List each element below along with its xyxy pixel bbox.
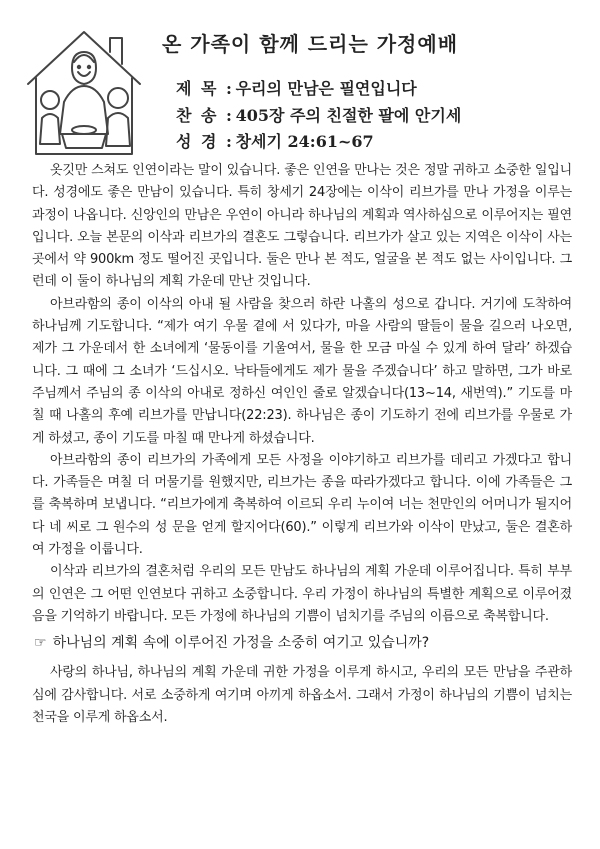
subject-line	[176, 76, 417, 99]
sermon-body	[32, 160, 572, 729]
scripture-value: 창세기 24:61~67	[235, 132, 374, 151]
paragraph-4: 이삭과 리브가의 결혼처럼 우리의 모든 만남도 하나님의 계획 가운데 이루어집니다. 특히 부부의 인연은 그 어떤 인연보다 귀하고 소중합니다. 우리 가정이 하나님의 특별한 계획으로 이루어졌음을 기억하기 바랍니다. 모든 가정에 하나님의 기쁨이 넘치기를 주님의 이름으로 축복합니다.	[32, 564, 572, 624]
paragraph-2: 아브라함의 종이 이삭의 아내 될 사람을 찾으러 하란 나홀의 성으로 갑니다. 거기에 도착하여 하나님께 기도합니다. “제가 여기 우물 곁에 서 있다가, 마을 사람의 딸들이 물을 길으러 나오면, 제가 그 가운데서 한 소녀에게 ‘물동이를 기울여서, 물을 한 모금 마실 수 있게 하여 달라’ 하겠습니다. 그 때에 그 소녀가 ‘드십시오. 낙타들에게도 제가 물을 주겠습니다’ 하고 말하면, 그가 바로 주님께서 주님의 종 이삭의 아내로 정하신 여인인 줄로 알겠습니다(13~14, 새번역).” 기도를 마칠 때 나홀의 후예 리브가를 만납니다(22:23). 하나님은 종이 기도하기 전에 리브가를 우물로 가게 하셨고, 종이 기도를 마칠 때 만나게 하셨습니다.	[32, 296, 572, 446]
hymn-line	[176, 103, 461, 126]
hymn-label: 찬 송 :	[176, 106, 234, 125]
scripture-label: 성 경 :	[176, 132, 234, 151]
scripture-line	[176, 129, 374, 152]
header	[0, 0, 600, 160]
paragraph-3: 아브라함의 종이 리브가의 가족에게 모든 사정을 이야기하고 리브가를 데리고 가겠다고 합니다. 가족들은 며칠 더 머물기를 원했지만, 리브가는 종을 따라가겠다고 합니다. 이에 가족들은 그를 축복하며 보냅니다. “리브가에게 축복하여 이르되 우리 누이여 너는 천만인의 어머니가 될지어다 네 씨로 그 원수의 성 문을 얻게 할지어다(60).” 이렇게 리브가와 이삭이 만났고, 둘은 결혼하여 가정을 이룹니다.	[32, 452, 572, 558]
closing-prayer: 사랑의 하나님, 하나님의 계획 가운데 귀한 가정을 이루게 하시고, 우리의 모든 만남을 주관하심에 감사합니다. 서로 소중하게 여기며 아끼게 하옵소서. 그래서 가정이 하나님의 기쁨이 넘치는 천국을 이루게 하옵소서.	[32, 665, 572, 725]
worship-title: 온 가족이 함께 드리는 가정예배	[162, 32, 459, 56]
reflection-question	[32, 632, 572, 654]
paragraph-1: 옷깃만 스쳐도 인연이라는 말이 있습니다. 좋은 인연을 만나는 것은 정말 귀하고 소중한 일입니다. 성경에도 좋은 만남이 있습니다. 특히 창세기 24장에는 이삭이 리브가를 만나 가정을 이루는 과정이 나옵니다. 신앙인의 만남은 우연이 아니라 하나님의 계획과 역사하심으로 이루어지는 필연입니다. 오늘 본문의 이삭과 리브가의 결혼도 그렇습니다. 리브가가 살고 있는 지역은 이삭이 사는 곳에서 약 900km 정도 떨어진 곳입니다. 둘은 만나 본 적도, 얼굴을 본 적도 없는 사이입니다. 그런데 이 둘이 하나님의 계획 가운데 만난 것입니다.	[32, 163, 572, 290]
hymn-value: 405장 주의 친절한 팔에 안기세	[235, 106, 462, 125]
question-text: 하나님의 계획 속에 이루어진 가정을 소중히 여기고 있습니까?	[52, 635, 430, 652]
subject-label: 제 목 :	[176, 79, 234, 98]
family-house-illustration-icon	[22, 22, 146, 162]
pointing-hand-icon: ☞	[34, 635, 47, 652]
subject-value: 우리의 만남은 필연입니다	[235, 79, 417, 98]
